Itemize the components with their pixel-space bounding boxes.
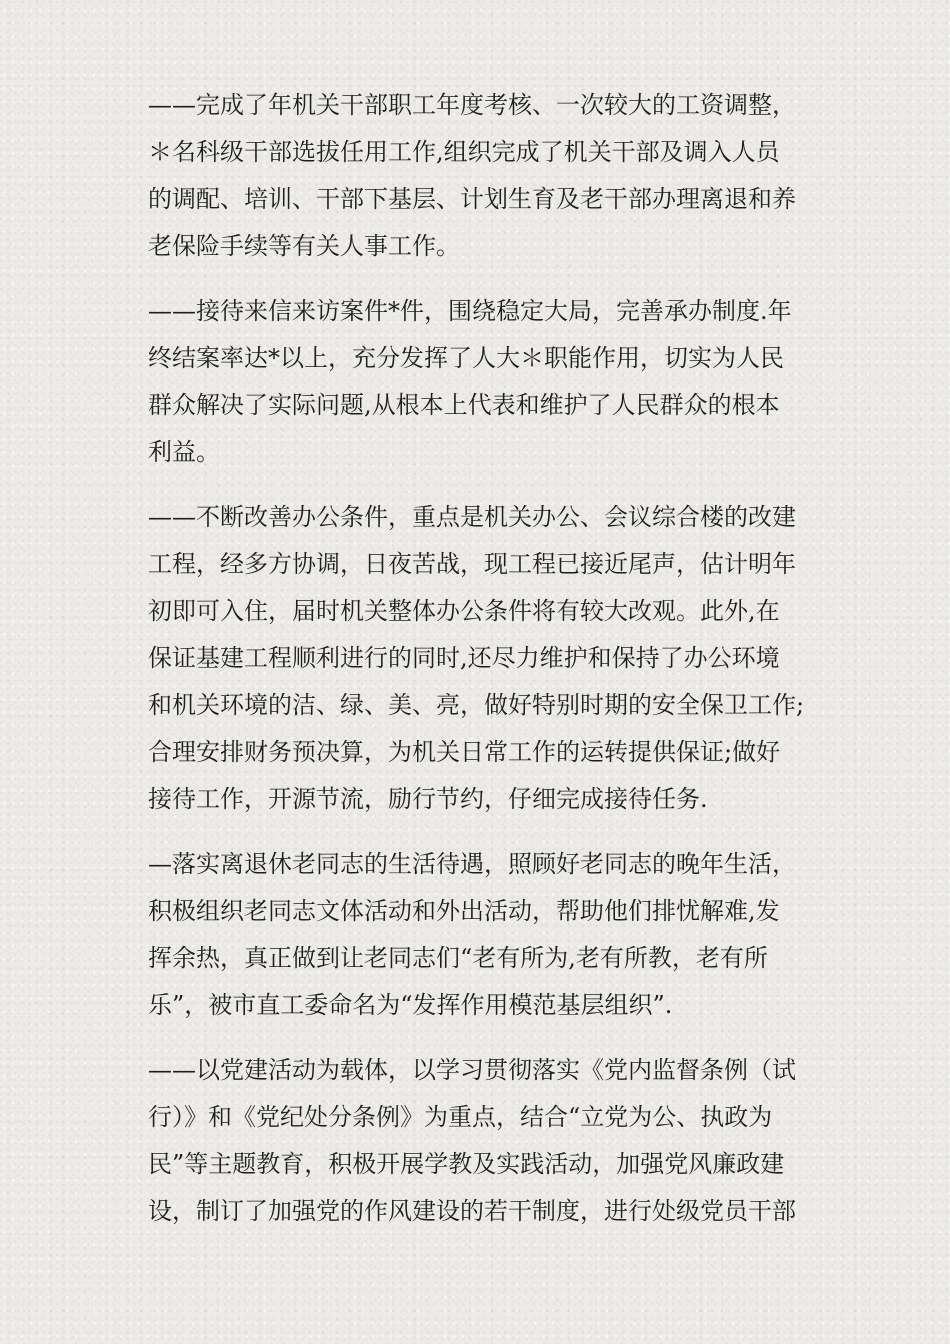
text-line: 工程，经多方协调，日夜苦战，现工程已接近尾声，估计明年 [148, 550, 796, 578]
text-line: 接待工作，开源节流，励行节约，仔细完成接待任务. [148, 785, 708, 813]
text-line: 挥余热，真正做到让老同志们“老有所为,老有所教，老有所 [148, 944, 768, 972]
text-line: 老保险手续等有关人事工作。 [148, 232, 460, 260]
text-line: 民”等主题教育，积极开展学教及实践活动，加强党风廉政建 [148, 1150, 785, 1178]
text-line: ＊名科级干部选拔任用工作,组织完成了机关干部及调入人员 [148, 138, 780, 166]
text-line: —落实离退休老同志的生活待遇，照顾好老同志的晚年生活， [148, 850, 796, 878]
text-line: 积极组织老同志文体活动和外出活动，帮助他们排忧解难,发 [148, 897, 780, 925]
document-body [148, 82, 808, 1253]
text-line: 的调配、培训、干部下基层、计划生育及老干部办理离退和养 [148, 185, 796, 213]
text-line: ——以党建活动为载体，以学习贯彻落实《党内监督条例（试 [148, 1056, 796, 1084]
paragraph-personnel-work [148, 82, 808, 270]
text-line: ——不断改善办公条件，重点是机关办公、会议综合楼的改建 [148, 503, 796, 531]
text-line: ——完成了年机关干部职工年度考核、一次较大的工资调整， [148, 91, 796, 119]
paragraph-retired-cadres [148, 841, 808, 1029]
text-line: 和机关环境的洁、绿、美、亮，做好特别时期的安全保卫工作; [148, 691, 805, 719]
text-line: 初即可入住，届时机关整体办公条件将有较大改观。此外,在 [148, 597, 780, 625]
text-line: 群众解决了实际问题,从根本上代表和维护了人民群众的根本 [148, 391, 780, 419]
text-line: 行）》和《党纪处分条例》为重点，结合“立党为公、执政为 [148, 1103, 773, 1131]
text-line: 利益。 [148, 438, 220, 466]
paragraph-party-building [148, 1047, 808, 1235]
text-line: 设，制订了加强党的作风建设的若干制度，进行处级党员干部 [148, 1197, 796, 1225]
text-line: 终结案率达*以上，充分发挥了人大＊职能作用，切实为人民 [148, 344, 784, 372]
text-line: ——接待来信来访案件*件，围绕稳定大局，完善承办制度.年 [148, 297, 792, 325]
paragraph-office-conditions [148, 494, 808, 823]
paragraph-letters-and-visits [148, 288, 808, 476]
text-line: 合理安排财务预决算，为机关日常工作的运转提供保证;做好 [148, 738, 781, 766]
text-line: 保证基建工程顺利进行的同时,还尽力维护和保持了办公环境 [148, 644, 780, 672]
text-line: 乐”，被市直工委命名为“发挥作用模范基层组织”. [148, 991, 673, 1019]
